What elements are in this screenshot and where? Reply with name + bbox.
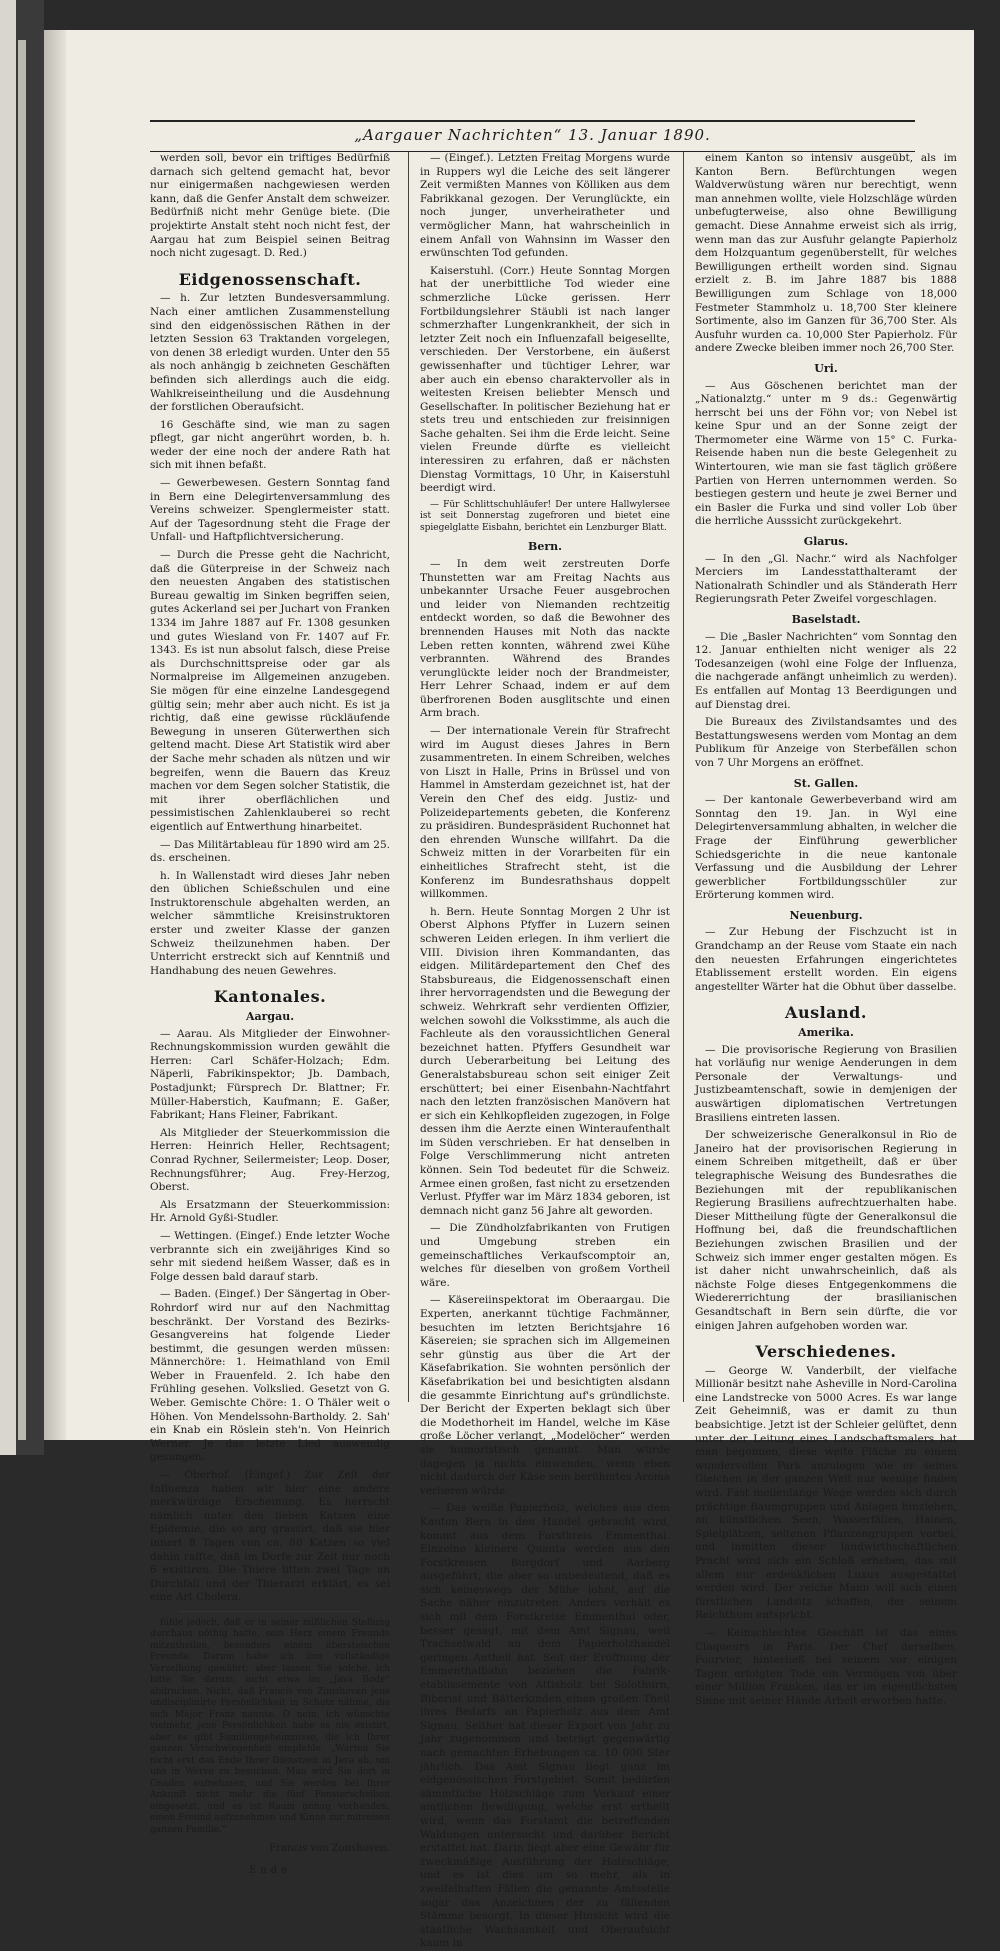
column-divider-1 (408, 152, 409, 1402)
paragraph: — Der kantonale Gewerbeverband wird am Sonntag den 19. Jan. in Wyl eine Delegirtenversammlung abhalten, in welcher die Frage der Einführung gewerblicher Schiedsgerichte in die neue kantonale Verfassung und die Ausbildung der Lehrer gewerblicher Fortbildungsschüler zur Erörterung kommen wird. (695, 794, 957, 902)
paragraph: — Oberhof. (Eingef.) Zur Zeit der Influenza haben wir hier eine andere merkwürdige Erscheinung. Es herrscht nämlich unter den lieben Katzen eine Epidemie, die so arg grassirt, daß sie hier innert 8 Tagen von ca. 80 Katzen so viel dahin raffte, daß im Dorfe zur Zeit nur noch 6 existiren. Die Thiere litten zwei Tage an Durchfall und der Thierarzt erklärt, es sei eine Art Cholera. (150, 1469, 390, 1604)
paragraph: Die Bureaux des Zivilstandsamtes und des Bestattungswesens werden vom Montag an dem Publikum für Anzeige von Sterbefällen schon von 7 Uhr Morgens an eröffnet. (695, 716, 957, 769)
paragraph: Als Mitglieder der Steuerkommission die Herren: Heinrich Heller, Rechtsagent; Conrad Rychner, Seilermeister; Leop. Doser, Rechnungsführer; Aug. Frey-Herzog, Oberst. (150, 1126, 390, 1194)
paragraph: — George W. Vanderbilt, der vielfache Millionär besitzt nahe Asheville in Nord-Carolina eine Landstrecke von 5000 Acres. Es war lange Zeit Geheimniß, was er damit zu thun beabsichtige. Jetzt ist der Schleier gelüftet, denn unter der Leitung eines Landschaftsmalers hat man begonnen, diese weite Fläche zu einem wundervollen Park anzulegen wie er seines Gleichen in der ganzen Welt nur wenige finden wird. Fast meilenlange Wege werden sich durch prächtige Baumgruppen und Anlagen hinziehen, an künstlichen Seen, Wasserfällen, Hainen, Spielplätzen, seltenen Pflanzengruppen vorbei, und inmitten dieser landwirthschaftlichen Pracht wird sich ein Schloß erheben, das mit allem nur erdenklichen Luxus ausgestattet werden wird. Der reiche Mann will sich einen fürstlichen Landsitz schaffen, der seinem Reichthum entspricht. (695, 1364, 957, 1622)
section-title-verschiedenes: Verschiedenes. (755, 1342, 897, 1362)
paragraph: — Aarau. Als Mitglieder der Einwohner-Rechnungskommission wurden gewählt die Herren: Carl Schäfer-Holzach; Edm. Näperli, Fabrikinspektor; Jb. Dambach, Postadjunkt; Fürsprech Dr. Blattner; Fr. Müller-Haberstich, Kaufmann; E. Gaßer, Fabrikant; Hans Fleiner, Fabrikant. (150, 1027, 390, 1122)
subsection-st-gallen: St. Gallen. (793, 776, 859, 790)
scan-rule-bar (18, 40, 26, 1440)
subsection-uri: Uri. (814, 361, 838, 375)
paragraph: — Zur Hebung der Fischzucht ist in Grandchamp an der Reuse vom Staate ein nach den neuesten Erfahrungen eingerichtetes Etablissement erstellt worden. Ein eigens angestellter Wärter hat die Obhut über dasselbe. (695, 926, 957, 993)
header-title: „Aargauer Nachrichten“ 13. Januar 1890. (354, 126, 711, 144)
paragraph: — Gewerbewesen. Gestern Sonntag fand in Bern eine Delegirtenversammlung des Vereins schweizer. Spenglermeister statt. Auf der Tagesordnung steht die Frage der Unfall- und Haftpflichtversicherung. (150, 477, 390, 544)
paragraph: einem Kanton so intensiv ausgeübt, als im Kanton Bern. Befürchtungen wegen Waldverwüstung wären nur berechtigt, wenn man annehmen wollte, viele Holzschläge würden unbefugterweise, also ohne Bewilligung gemacht. Diese Annahme erweist sich als irrig, wenn man das zur Ausfuhr gelangte Papierholz dem Holzquantum gegenüberstellt, für welches Bewilligungen ertheilt worden sind. Signau erzielt z. B. im Jahre 1887 bis 1888 Bewilligungen zum Schlage von 18,000 Festmeter Stammholz u. 18,700 Ster kleinere Sortimente, also im Ganzen für 36,700 Ster. Als Ausfuhr wurden ca. 10,000 Ster Papierholz. Für andere Zwecke bleiben immer noch 26,700 Ster. (695, 152, 957, 355)
subsection-neuenburg: Neuenburg. (789, 908, 863, 922)
paragraph: — (Eingef.). Letzten Freitag Morgens wurde in Ruppers wyl die Leiche des seit längerer Zeit vermißten Mannes von Kölliken aus dem Fabrikkanal gezogen. Der Verunglückte, ein noch junger, unverheiratheter und vermöglicher Mann, hat wahrscheinlich in einem Anfall von Wahnsinn im Wasser den erwünschten Tod gefunden. (420, 152, 670, 260)
paragraph: — Wettingen. (Eingef.) Ende letzter Woche verbrannte sich ein zweijähriges Kind so sehr mit siedend heißem Wasser, daß es in Folge dessen bald darauf starb. (150, 1229, 390, 1283)
subsection-glarus: Glarus. (803, 535, 849, 549)
paragraph: — Das Militärtableau für 1890 wird am 25. ds. erscheinen. (150, 838, 390, 865)
scan-border-strip (0, 0, 16, 1455)
paragraph: — Keinschlechtes Geschäft ist das eines Claqueurs in Paris. Der Chef derselben, Fourvier, hinterließ bei seinem vor einigen Tagen erfolgten Tode ein Vermögen von über einer Million Franken, das er im eigentlichsten Sinne mit seiner Hände Arbeit erworben hatte. (695, 1626, 957, 1707)
paragraph: — Baden. (Eingef.) Der Sängertag in Ober-Rohrdorf wird nur auf den Nachmittag beschränkt. Der Vorstand des Bezirks-Gesangvereins hat folgende Lieder bestimmt, die gesungen werden müssen: Männerchöre: 1. Heimathland von Emil Weber in Frauenfeld. 2. Ich habe den Frühling gesehen. Volkslied. Gesetzt von G. Weber. Gemischte Chöre: 1. O Thäler weit o Höhen. Von Mendelssohn-Bartholdy. 2. Sah' ein Knab ein Röslein steh'n. Von Heinrich Werner. Je das letzte Lied auswendig gesungen. (150, 1288, 390, 1464)
page-header (150, 118, 915, 154)
paragraph: Kaiserstuhl. (Corr.) Heute Sonntag Morgen hat der unerbittliche Tod wieder eine schmerzliche Lücke gerissen. Herr Fortbildungslehrer Stäubli ist nach langer schmerzhafter Lungenkrankheit, der sich in letzter Zeit noch ein Influenzafall beigesellte, verschieden. Der Verstorbene, ein äußerst gewissenhafter und tüchtiger Lehrer, war aber auch ein ebenso charaktervoller als in weitesten Kreisen beliebter Mensch und Gesellschafter. In politischer Beziehung hat er stets treu und entschieden zur freisinnigen Sache gehalten. Sei ihm die Erde leicht. Seine vielen Freunde dürfte es vielleicht interessiren zu erfahren, daß er nächsten Dienstag Vormittags, 10 Uhr, in Kaiserstuhl beerdigt wird. (420, 264, 670, 495)
paragraph: — Der internationale Verein für Strafrecht wird im August dieses Jahres in Bern zusammentreten. In einem Schreiben, welches von Liszt in Halle, Prins in Brüssel und von Hammel in Amsterdam gezeichnet ist, hat der Verein den Chef des eidg. Justiz- und Polizeidepartements gebeten, die Konferenz zu präsidiren. Bundespräsident Ruchonnet hat den ehrenden Wunsche willfahrt. Da die Schweiz mitten in der Vorarbeiten für ein einheitliches Strafrecht steht, ist die Konferenz im Bundesrathshaus doppelt willkommen. (420, 725, 670, 901)
ende-mark: Ende (248, 1865, 292, 1877)
paragraph: Der schweizerische Generalkonsul in Rio de Janeiro hat der provisorischen Regierung in einem Schreiben mitgetheilt, daß er über telegraphische Weisung des Bundesrathes die Beziehungen mit der republikanischen Regierung Brasiliens aufrechtzuerhalten habe. Dieser Mittheilung fügte der Generalkonsul die Hoffnung bei, daß die freundschaftlichen Beziehungen zwischen Brasilien und der Schweiz sich immer enger gestalten mögen. Es ist daher nicht unwahrscheinlich, daß als nächste Folge dieses Entgegenkommens die Wiedererrichtung der brasilianischen Gesandtschaft in Bern sein dürfte, die vor einigen Jahren aufgehoben worden war. (695, 1129, 957, 1332)
header-top-rule (150, 120, 915, 122)
subsection-aargau: Aargau. (245, 1010, 295, 1024)
paragraph: — Die Zündholzfabrikanten von Frutigen und Umgebung streben ein gemeinschaftliches Verkaufscomptoir an, welches für dieselben von großem Vortheil wäre. (420, 1222, 670, 1289)
section-title-kantonales: Kantonales. (213, 987, 327, 1007)
subsection-amerika: Amerika. (798, 1026, 854, 1040)
paragraph: — Durch die Presse geht die Nachricht, daß die Güterpreise in der Schweiz nach den neuesten Angaben des statistischen Bureau gewaltig im Sinken begriffen seien, gutes Ackerland sei per Juchart von Franken 1334 im Jahre 1887 auf Fr. 1308 gesunken und gutes Wiesland von Fr. 1407 auf Fr. 1343. Es ist nun absolut falsch, diese Preise als Durchschnittspreise oder gar als Normalpreise im Allgemeinen anzugeben. Sie mögen für eine einzelne Landesgegend gültig sein; mehr aber auch nicht. Es ist ja richtig, daß eine gewisse rückläufende Bewegung in unseren Güterwerthen sich geltend macht. Diese Art Statistik wird aber der Sache mehr schaden als nützen und wir begreifen, wenn die Bauern das Kreuz machen vor dem Segen solcher Statistik, die mit ihrer oberflächlichen und pessimistischen Zahlenklauberei so recht eigentlich auf Entwerthung hinarbeitet. (150, 549, 390, 833)
paragraph: — Käsereiinspektorat im Oberaargau. Die Experten, anerkannt tüchtige Fachmänner, besuchten im letzten Berichtsjahre 16 Käsereien; sie sprachen sich im Allgemeinen sehr günstig aus über die Art der Käsefabrikation. Sie wohnten persönlich der Käsefabrikation bei und besichtigten alsdann die gesammte Einrichtung auf's gründlichste. Der Bericht der Experten beklagt sich über die Modethorheit im Handel, welche im Käse große Löcher verlangt, „Modelöcher“ werden sie humoristisch genannt. Man würde dagegen ja nichts einwenden, wenn eben nicht dadurch der Käse sein berühmtes Aroma verlieren würde. (420, 1294, 670, 1497)
column-divider-2 (683, 152, 684, 1402)
paragraph: h. In Wallenstadt wird dieses Jahr neben den üblichen Schießschulen und eine Instruktorenschule abgehalten werden, an welcher sämmtliche Kreisinstruktoren erster und zweiter Klasse der ganzen Schweiz theilzunehmen haben. Der Unterricht erstreckt sich auf Kenntniß und Handhabung des neuen Gewehres. (150, 869, 390, 977)
section-title-ausland: Ausland. (785, 1003, 867, 1023)
subsection-baselstadt: Baselstadt. (791, 613, 861, 626)
paragraph: — h. Zur letzten Bundesversammlung. Nach einer amtlichen Zusammenstellung sind den eidgenössischen Räthen in der letzten Session 63 Traktanden vorgelegen, von denen 38 erledigt wurden. Unter den 55 als noch anhängig b zeichneten Geschäften befinden sich allerdings auch die eidg. Wahlkreiseintheilung und die Ausdehnung der forstlichen Oberaufsicht. (150, 292, 390, 414)
paragraph: — Aus Göschenen berichtet man der „Nationalztg.“ unter m 9 ds.: Gegenwärtig herrscht bei uns der Föhn vor; von Nebel ist keine Spur und an der Sonne zeigt der Thermometer eine Wärme von 15° C. Furka-Reisende haben nun die beste Gelegenheit zu Wintertouren, wie man sie fast täglich größere Partien von Herren unternommen werden. So bestiegen gestern und heute je zwei Berner und ein Basler die Furka und sind voller Lob über die herrliche Ausssicht zurückgekehrt. (695, 379, 957, 528)
page-fold-shadow (44, 30, 66, 1440)
column-2 (420, 152, 671, 1950)
column-1 (150, 152, 390, 1877)
feuilleton-rule (180, 1611, 360, 1612)
paragraph: 16 Geschäfte sind, wie man zu sagen pflegt, gar nicht angerührt worden, b. h. weder der eine noch der andere Rath hat sich mit ihnen befaßt. (150, 418, 390, 472)
paragraph: Als Ersatzmann der Steuerkommission: Hr. Arnold Gyßi-Studler. (150, 1198, 390, 1225)
column-3 (695, 152, 957, 1707)
paragraph: — In den „Gl. Nachr.“ wird als Nachfolger Merciers im Landesstatthalteramt der Nationalrath Schindler und als Ständerath Herr Regierungsrath Peter Zweifel vorgeschlagen. (695, 552, 957, 606)
section-title-eidgenossenschaft: Eidgenossenschaft. (178, 269, 362, 289)
paragraph: — Die provisorische Regierung von Brasilien hat vorläufig nur wenige Aenderungen in dem Personale der Verwaltungs- und Justizbeamtenschaft, sowie in demjenigen der auswärtigen diplomatischen Vertretungen Brasiliens eintreten lassen. (695, 1043, 957, 1124)
paragraph: h. Bern. Heute Sonntag Morgen 2 Uhr ist Oberst Alphons Pfyffer in Luzern seinen schweren Leiden erlegen. In ihm verliert die VIII. Division ihren Kommandanten, das eidgen. Militärdepartement den Chef des Stabsbureaus, die Eidgenossenschaft einen ihrer hervorragendsten und die Bewegung der schweiz. Wehrkraft sehr verdienten Offizier, welchen sowohl die Volksstimme, als auch die Fachleute als den voraussichtlichen General bezeichnet hatten. Pfyffers Gesundheit war durch Ueberarbeitung bei Leitung des Generalstabsbureau schon seit einiger Zeit erschüttert; bei einer Eisenbahn-Nachtfahrt nach den letzten französischen Manövern hat er sich ein Kehlkopfleiden zugezogen, in Folge dessen ihm die Aerzte einen Winteraufenthalt im Süden verschrieben. Er hat denselben in Folge Verschlimmerung nicht antreten können. Sein Tod bedeutet für die Schweiz. Armee einen großen, fast nicht zu ersetzenden Verlust. Pfyffer war im März 1834 geboren, ist demnach nicht ganz 56 Jahre alt geworden. (420, 905, 671, 1217)
paragraph: — In dem weit zerstreuten Dorfe Thunstetten war am Freitag Nachts aus unbekannter Ursache Feuer ausgebrochen und leider von Niemanden rechtzeitig entdeckt worden, so daß die Bewohner des brennenden Hauses mit Noth das nackte Leben retten konnten, während zwei Kühe verbrannten. Während des Brandes verunglückte leider noch der Brandmeister, Herr Lehrer Schaad, indem er auf dem überfrorenen Boden ausglitschte und einen Arm brach. (420, 557, 670, 720)
paragraph: werden soll, bevor ein triftiges Bedürfniß darnach sich geltend gemacht hat, bevor nur einigermaßen nachgewiesen werden kann, daß die Genfer Anstalt dem schweizer. Bedürfniß nicht mehr Genüge biete. (Die projektirte Anstalt steht noch nicht fest, der Aargau hat zum Beispiel seinen Beitrag noch nicht zugesagt. D. Red.) (150, 152, 390, 260)
subsection-bern: Bern. (528, 540, 562, 554)
paragraph: — Das weiße Papierholz, welches aus dem Kanton Bern in den Handel gebracht wird, kommt aus dem Forstkreis Emmenthal. Einzelne kleinere Quanta werden aus den Forstkreisen Burgdorf und Aarberg ausgeführt, die aber so unbedeutend, daß es sich keineswegs der Mühe lohnt, auf die Sache näher einzutreten. Anders verhält es sich mit dem Forstkreise Emmenthal oder, besser gesagt, mit dem Amt Signau, weil Trachselwald an dem Papierholzhandel geringen Antheil hat. Seit der Eröffnung der Emmenthalbahn beziehen die Fabrik-etablissemente von Attisholz bei Solothurn, Biberist und Bätterkinden einen großen Theil ihres Bedarfs an Papierholz aus dem Amt Signau. Seither hat dieser Export von Jahr zu Jahr zugenommen und beträgt gegenwärtig nach gemachten Erhebungen ca. 10 000 Ster jährlich. Das Amt Signau liegt ganz im eidgenössischen Forstgebiet. Somit bedürfen sämmtliche Holzschläge zum Verkauf einer amtlichen Bewilligung, welche erst ertheilt wird, wenn das Forstamt die betreffenden Waldungen untersucht und darüber Bericht erstattet hat. Darin liegt aber eine Gewähr für zweckmäßige Ausführung der Holzschläge, und es ist dies um so mehr, als in zweifelhaften Fällen die genannte Amtsstelle sogar das Anzeichnen der zu fällenden Stämme besorgt. In dieser Hinsicht wird die staatliche Wachsamkeit und Oberaufsicht kaum in (420, 1502, 670, 1950)
paragraph: — Die „Basler Nachrichten“ vom Sonntag den 12. Januar enthielten nicht weniger als 22 Todesanzeigen (wohl eine Folge der Influenza, die nachgerade anfängt unheimlich zu werden). Es entfallen auf Montag 13 Beerdigungen und auf Dienstag drei. (695, 630, 957, 711)
signature: Francis von Zonshoven. (269, 1843, 390, 1855)
feuilleton-text: fühle jedoch, daß er in seiner mißlichen Stellung durchaus nöthig hatte, sein Herz einem Freunde mitzutheilen, besonders einem übersteischen Freunde. Darum habe ich ihm vollständige Verzeihung gewährt; aber lassen Sie solche, ich bitte Sie darum, nicht etwa im „Java Bode“ abdrucken. Nicht, daß Francis von Zonshoven jene undisciplinirte Persönlichkeit in Schutz nähme, die sich Major Franz nannte. O nein, ich wünschte vielmehr, jene Persönlichkeit habe es nie existirt, aber es gibt Familiengeheimnisse, die ich Ihrer ganzen Verschwiegenheit empfehle. „Warten Sie nicht erst das Ende Ihrer Dienstzeit in Java ab, um uns in Werve zu besuchen. Man wird Sie dort in Gnaden aufnehmen, und Sie werden bei Ihrer Ankunft nicht mehr die fünf Fensterscheiben eingesetzt, und es ist Raum genug vorhanden, einen Freund aufzunehmen und Kinne zur mitreisen ganzen Familie.“ (150, 1617, 390, 1835)
paragraph: — Für Schlittschuhläufer! Der untere Hallwylersee ist seit Donnerstag zugefroren und bietet eine spiegelglatte Eisbahn, berichtet ein Lenzburger Blatt. (420, 499, 670, 533)
